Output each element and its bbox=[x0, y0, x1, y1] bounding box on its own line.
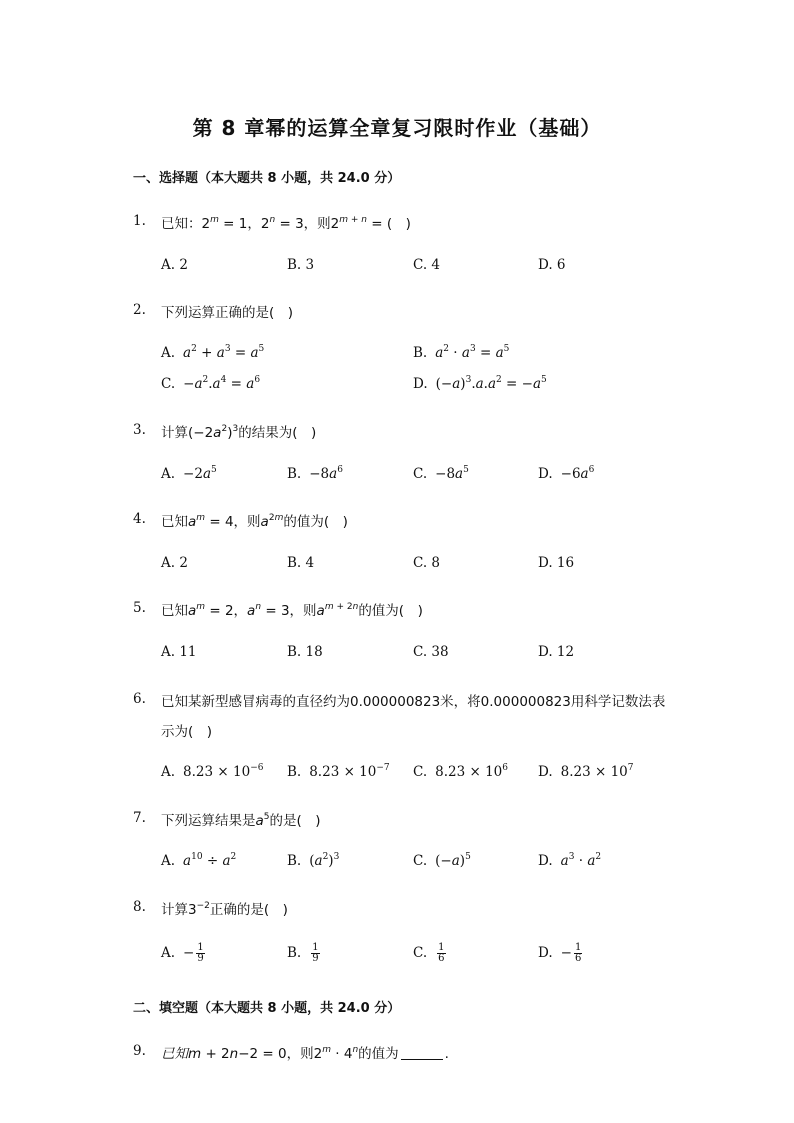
question-text: 计算$3^{-2}$正确的是( ) bbox=[161, 901, 288, 918]
option-b[interactable]: B. $8.23 \times 10^{-7}$ bbox=[287, 763, 390, 780]
option-c[interactable]: C. $-a^2.a^4 = a^6$ bbox=[161, 375, 261, 392]
option-b[interactable]: B. 3 bbox=[287, 257, 315, 273]
question-text: 下列运算正确的是( ) bbox=[161, 305, 294, 321]
option-c[interactable]: C. 4 bbox=[413, 257, 441, 273]
option-d[interactable]: D. 6 bbox=[538, 257, 566, 273]
question-text: 计算$(-2a^2)^3$的结果为( ) bbox=[161, 424, 317, 441]
question-number: 7. bbox=[133, 810, 146, 826]
option-a[interactable]: A. $a^{10} \div a^2$ bbox=[161, 852, 237, 869]
option-c[interactable]: C. 38 bbox=[413, 644, 449, 660]
question-number: 3. bbox=[133, 422, 146, 438]
option-c[interactable]: C. $(-a)^5$ bbox=[413, 852, 471, 869]
option-d[interactable]: D. $8.23 \times 10^7$ bbox=[538, 763, 634, 780]
answer-blank[interactable] bbox=[401, 1059, 443, 1060]
option-b[interactable]: B. $\frac{1}{9}$ bbox=[287, 942, 319, 964]
section-heading-fill: 二、填空题（本大题共 8 小题，共 24.0 分） bbox=[133, 1001, 401, 1016]
option-d[interactable]: D. 16 bbox=[538, 555, 575, 571]
question-text: 已知：$2^m = 1$，$2^n = 3$，则$2^{m + n}$ = ( ) bbox=[161, 215, 411, 232]
question-number: 1. bbox=[133, 213, 146, 229]
question-number: 8. bbox=[133, 899, 146, 915]
option-a[interactable]: A. $a^2 + a^3 = a^5$ bbox=[161, 344, 265, 361]
option-a[interactable]: A. $-2a^5$ bbox=[161, 465, 217, 482]
option-d[interactable]: D. $a^3 \cdot a^2$ bbox=[538, 852, 602, 869]
option-a[interactable]: A. 2 bbox=[161, 257, 188, 273]
question-number: 5. bbox=[133, 600, 146, 616]
option-b[interactable]: B. 4 bbox=[287, 555, 315, 571]
option-a[interactable]: A. $8.23 \times 10^{-6}$ bbox=[161, 763, 264, 780]
question-number: 2. bbox=[133, 302, 146, 318]
section-heading-choice: 一、选择题（本大题共 8 小题，共 24.0 分） bbox=[133, 171, 401, 186]
question-number: 4. bbox=[133, 511, 146, 527]
option-c[interactable]: C. $\frac{1}{6}$ bbox=[413, 942, 445, 964]
option-a[interactable]: A. − $\frac{1}{9}$ bbox=[161, 942, 204, 964]
question-text: 已知m + 2n−2 = 0，则$2^m \cdot 4^n$的值为 . bbox=[161, 1045, 449, 1062]
option-a[interactable]: A. 11 bbox=[161, 644, 197, 660]
question-number: 9. bbox=[133, 1043, 146, 1059]
option-d[interactable]: D. $-6a^6$ bbox=[538, 465, 595, 482]
option-b[interactable]: B. $(a^2)^3$ bbox=[287, 852, 340, 869]
option-a[interactable]: A. 2 bbox=[161, 555, 188, 571]
option-b[interactable]: B. $-8a^6$ bbox=[287, 465, 343, 482]
question-text-continued: 示为( ) bbox=[161, 724, 213, 740]
question-text: 已知$a^m = 4$，则$a^{2m}$的值为( ) bbox=[161, 513, 348, 530]
question-number: 6. bbox=[133, 691, 146, 707]
question-text: 已知$a^m = 2$，$a^n = 3$，则$a^{m + 2n}$的值为( ) bbox=[161, 602, 423, 619]
option-d[interactable]: D. − $\frac{1}{6}$ bbox=[538, 942, 582, 964]
option-b[interactable]: B. $a^2 \cdot a^3 = a^5$ bbox=[413, 344, 510, 361]
option-b[interactable]: B. 18 bbox=[287, 644, 323, 660]
question-text: 已知某新型感冒病毒的直径约为0.000000823米，将0.000000823用科学记数法表 bbox=[161, 694, 666, 710]
option-d[interactable]: D. 12 bbox=[538, 644, 575, 660]
page-title: 第 8 章幂的运算全章复习限时作业（基础） bbox=[192, 116, 602, 140]
question-text: 下列运算结果是$a^5$的是( ) bbox=[161, 812, 321, 829]
option-c[interactable]: C. $-8a^5$ bbox=[413, 465, 469, 482]
option-c[interactable]: C. 8 bbox=[413, 555, 441, 571]
option-d[interactable]: D. $(-a)^3.a.a^2 = -a^5$ bbox=[413, 375, 547, 392]
option-c[interactable]: C. $8.23 \times 10^6$ bbox=[413, 763, 509, 780]
